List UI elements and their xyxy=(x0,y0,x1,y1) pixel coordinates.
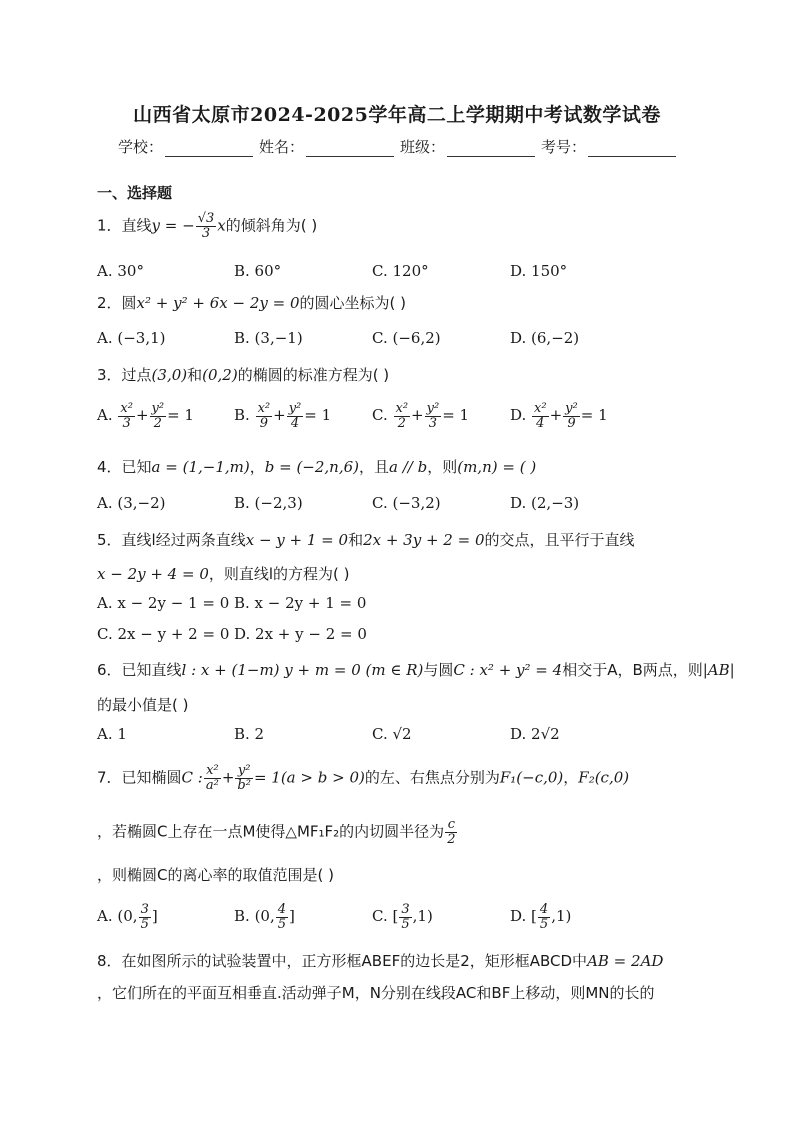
exam-no-blank[interactable] xyxy=(588,140,676,157)
q3-point-2: (0,2) xyxy=(202,366,238,384)
page-title: 山西省太原市2024-2025学年高二上学期期中考试数学试卷 xyxy=(133,104,661,126)
q7-c-pre: [ xyxy=(392,907,399,926)
q7-b-post: ] xyxy=(289,907,295,926)
q3-d-tail: = 1 xyxy=(580,406,608,425)
q7-b-label: B. xyxy=(234,907,250,926)
q6-mid: 与圆 xyxy=(423,661,454,679)
q4-stem xyxy=(97,456,536,477)
q7-option-b[interactable] xyxy=(234,903,295,931)
q7-d-label: D. xyxy=(510,907,527,926)
q3-point-1: (3,0) xyxy=(151,366,188,384)
q5-text-a: 5．直线l经过两条直线 xyxy=(97,531,246,549)
name-blank[interactable] xyxy=(306,140,394,157)
q3-text-a: 3．过点 xyxy=(97,366,152,384)
q3-text-mid: 和 xyxy=(187,366,203,384)
q4-vector-b: b = (−2,n,6) xyxy=(264,458,359,476)
q7-option-a[interactable] xyxy=(97,903,158,931)
q7-num-x: x² xyxy=(204,764,221,779)
q3-d-den-y: 9 xyxy=(567,415,576,431)
q7-a-frac xyxy=(139,903,151,931)
q3-d-label: D. xyxy=(510,406,527,425)
q7-a-label: A. xyxy=(97,907,113,926)
q3-option-c[interactable]: C. $\frac{\text{x²}}{2}$ + $\frac{\text{y²}}{3}$ = 1 xyxy=(372,401,470,431)
q7-b-den: 5 xyxy=(277,916,287,932)
school-label: 学校： xyxy=(117,138,163,156)
q7-d-post: ,1) xyxy=(551,907,572,926)
q4-option-d[interactable]: D. (2,−3) xyxy=(510,494,580,512)
q1-fraction xyxy=(196,212,217,240)
q7-d-pre: [ xyxy=(531,907,537,926)
q3-stem xyxy=(97,364,389,385)
q6-option-a[interactable]: A. 1 xyxy=(97,725,127,743)
q5-option-d[interactable]: D. 2x + y − 2 = 0 xyxy=(234,625,367,643)
q3-b-frac-x xyxy=(256,402,273,430)
q6-option-c[interactable]: C. √2 xyxy=(372,725,412,743)
name-label: 姓名： xyxy=(258,138,304,156)
q5-option-c[interactable]: C. 2x − y + 2 = 0 xyxy=(97,625,230,643)
q1-stem xyxy=(97,212,317,240)
q3-c-den-x: 2 xyxy=(397,415,406,431)
q7-den-x: a² xyxy=(205,777,219,793)
q1-expr: y = − xyxy=(151,216,195,235)
q2-expr: x² + y² + 6x − 2y = 0 xyxy=(136,294,300,312)
q8-stem xyxy=(97,950,663,971)
q7-c-frac xyxy=(399,903,411,931)
q4-vector-a: a = (1,−1,m) xyxy=(151,458,250,476)
q4-parallel: a // b xyxy=(389,458,428,476)
q7-stem-line3: ，则椭圆C的离心率的取值范围是( ) xyxy=(97,866,334,884)
q6-text-b: 相交于A，B两点，则 xyxy=(562,661,703,679)
q7-text-a: 7．已知椭圆 xyxy=(97,768,182,787)
name-field xyxy=(259,136,394,157)
q7-a-num: 3 xyxy=(140,902,149,917)
q2-stem xyxy=(97,292,406,313)
q3-a-tail: = 1 xyxy=(167,406,194,425)
q5-text-c: ，则直线l的方程为( ) xyxy=(208,565,350,583)
q1-option-a[interactable]: A. 30° xyxy=(97,262,144,280)
q3-a-den-x: 3 xyxy=(122,415,131,431)
q7-text-c: ，若椭圆C上存在一点M使得△MF₁F₂的内切圆半径为 xyxy=(97,822,445,841)
q3-a-num-x: x² xyxy=(120,401,133,416)
q5-line-1: x − y + 1 = 0 xyxy=(245,531,349,549)
exam-no-field xyxy=(541,136,676,157)
q7-text-b: 的左、右焦点分别为 xyxy=(364,768,500,787)
q3-b-num-y: y² xyxy=(288,401,302,416)
q7-a-pre: (0, xyxy=(117,907,138,926)
q2-option-d[interactable]: D. (6,−2) xyxy=(510,329,580,347)
q1-option-d[interactable]: D. 150° xyxy=(510,262,568,280)
q5-line-2: 2x + 3y + 2 = 0 xyxy=(363,531,485,549)
q3-a-frac-x xyxy=(118,402,135,430)
q7-frac-x xyxy=(204,764,221,792)
q3-b-label: B. xyxy=(234,406,250,425)
q7-num-y: y² xyxy=(235,764,253,779)
q8-stem-line2: ，它们所在的平面互相垂直.活动弹子M，N分别在线段AC和BF上移动，则MN的长的 xyxy=(97,984,655,1002)
q7-stem-line2 xyxy=(97,818,458,846)
q2-text-b: 的圆心坐标为( ) xyxy=(299,294,406,312)
q3-option-b[interactable]: B. $\frac{\text{x²}}{9}$ + $\frac{\text{y²}}{4}$ = 1 xyxy=(234,401,332,431)
q3-b-num-x: x² xyxy=(257,401,271,416)
q1-option-c[interactable]: C. 120° xyxy=(372,262,429,280)
q3-d-frac-y xyxy=(563,402,580,430)
q7-stem: 7．已知椭圆C : $\frac{\text{x²}}{\text{a²}}$ + $\frac{\text{y²}}{\text{b²}}$ = 1(a > b > 0)的左、右焦点分别为F₁(−c,0)，F₂(c,0) xyxy=(97,763,630,793)
q3-option-a[interactable]: A. $\frac{\text{x²}}{3}$ + $\frac{\text{y²}}{2}$ = 1 xyxy=(97,401,194,431)
q3-d-frac-x xyxy=(532,402,549,430)
q5-and: 和 xyxy=(348,531,364,549)
q7-ellipse-name: C : xyxy=(181,768,203,787)
q3-d-den-x: 4 xyxy=(536,415,545,431)
q7-a-den: 5 xyxy=(140,916,149,932)
school-blank[interactable] xyxy=(165,140,253,157)
q2-option-a[interactable]: A. (−3,1) xyxy=(97,329,166,347)
q7-frac-y xyxy=(235,764,253,792)
q5-option-a[interactable]: A. x − 2y − 1 = 0 xyxy=(97,594,230,612)
q3-c-frac-y xyxy=(425,402,442,430)
q3-c-tail: = 1 xyxy=(442,406,470,425)
q7-radius-den: 2 xyxy=(447,831,456,847)
q6-option-b[interactable]: B. 2 xyxy=(234,725,265,743)
q3-c-den-y: 3 xyxy=(428,415,438,431)
q6-option-d[interactable]: D. 2√2 xyxy=(510,725,560,743)
q4-then: ，则 xyxy=(427,458,458,476)
q4-sep: ， xyxy=(249,458,265,476)
q3-b-frac-y xyxy=(287,402,304,430)
q3-b-den-x: 9 xyxy=(259,415,268,431)
q2-option-b[interactable]: B. (3,−1) xyxy=(234,329,303,347)
q7-sep: ， xyxy=(563,768,579,787)
q4-option-c[interactable]: C. (−3,2) xyxy=(372,494,441,512)
class-label: 班级： xyxy=(400,138,446,156)
q7-focus-1: F₁(−c,0) xyxy=(499,768,564,787)
section-heading: 一、选择题 xyxy=(97,184,173,202)
q7-option-c[interactable] xyxy=(372,903,433,931)
q5-parallel-line: x − 2y + 4 = 0 xyxy=(97,565,209,583)
q1-expr-tail: x xyxy=(217,216,226,235)
q3-a-frac-y xyxy=(150,402,167,430)
q5-stem xyxy=(97,529,635,550)
q7-a-post: ] xyxy=(151,907,158,926)
q7-focus-2: F₂(c,0) xyxy=(578,768,630,787)
q7-c-label: C. xyxy=(372,907,388,926)
q4-option-a[interactable]: A. (3,−2) xyxy=(97,494,166,512)
q6-circle: C : x² + y² = 4 xyxy=(453,661,563,679)
q4-and: ，且 xyxy=(359,458,390,476)
q7-b-num: 4 xyxy=(277,902,287,917)
q7-c-den: 5 xyxy=(401,916,410,932)
q3-a-den-y: 2 xyxy=(153,415,162,431)
q5-text-b: 的交点，且平行于直线 xyxy=(484,531,635,549)
q3-a-num-y: y² xyxy=(151,401,165,416)
q6-stem xyxy=(97,659,735,680)
q1-text-b: 的倾斜角为( ) xyxy=(225,216,318,235)
q6-stem-line2: 的最小值是( ) xyxy=(97,696,189,714)
q4-text-a: 4．已知 xyxy=(97,458,152,476)
q3-b-tail: = 1 xyxy=(304,406,332,425)
q7-d-den: 5 xyxy=(539,916,549,932)
q8-text-a: 8．在如图所示的试验装置中，正方形框ABEF的边长是2，矩形框ABCD中 xyxy=(97,952,588,970)
school-field xyxy=(118,136,253,157)
q3-b-den-y: 4 xyxy=(290,415,300,431)
q7-option-d[interactable] xyxy=(510,903,571,931)
q3-text-b: 的椭圆的标准方程为( ) xyxy=(237,366,390,384)
q3-option-d[interactable]: D. $\frac{\text{x²}}{4}$ + $\frac{\text{y²}}{9}$ = 1 xyxy=(510,401,608,431)
q5-option-b[interactable]: B. x − 2y + 1 = 0 xyxy=(234,594,367,612)
student-info xyxy=(0,136,794,157)
q7-eq-tail: = 1(a > b > 0) xyxy=(253,768,365,787)
q5-stem-line2 xyxy=(97,563,350,584)
q2-text-a: 2．圆 xyxy=(97,294,137,312)
q7-c-post: ,1) xyxy=(412,907,433,926)
q3-c-label: C. xyxy=(372,406,388,425)
q3-a-label: A. xyxy=(97,406,113,425)
q6-line: l : x + (1−m) y + m = 0 (m ∈ R) xyxy=(181,661,424,679)
q3-c-num-x: x² xyxy=(395,401,409,416)
q7-c-num: 3 xyxy=(401,902,410,917)
q8-ab-eq: AB = 2AD xyxy=(587,952,664,970)
q1-frac-num: √3 xyxy=(197,211,215,226)
q4-option-b[interactable]: B. (−2,3) xyxy=(234,494,303,512)
q1-frac-den: 3 xyxy=(201,225,211,241)
q7-d-frac xyxy=(538,903,550,931)
q7-d-num: 4 xyxy=(539,902,549,917)
q2-option-c[interactable]: C. (−6,2) xyxy=(372,329,441,347)
exam-no-label: 考号： xyxy=(541,138,587,156)
q7-radius-num: c xyxy=(445,818,457,833)
q3-c-frac-x xyxy=(394,402,411,430)
class-blank[interactable] xyxy=(447,140,535,157)
q3-d-num-x: x² xyxy=(534,401,547,416)
q6-text-a: 6．已知直线 xyxy=(97,661,182,679)
q1-text-a: 1．直线 xyxy=(97,216,152,235)
class-field xyxy=(400,136,535,157)
q6-ab: |AB| xyxy=(702,661,735,679)
q4-mn: (m,n) = ( ) xyxy=(457,458,537,476)
q7-den-y: b² xyxy=(237,777,251,793)
q7-b-frac xyxy=(276,903,288,931)
q3-d-num-y: y² xyxy=(565,401,578,416)
q7-radius-frac xyxy=(445,818,457,846)
q3-c-num-y: y² xyxy=(426,401,440,416)
q7-b-pre: (0, xyxy=(254,907,275,926)
q1-option-b[interactable]: B. 60° xyxy=(234,262,282,280)
